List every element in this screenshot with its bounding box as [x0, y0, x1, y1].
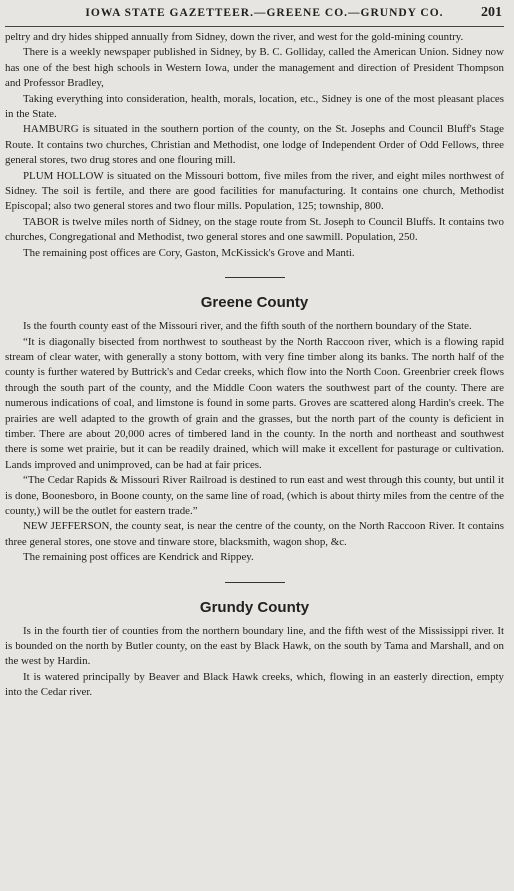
running-header	[5, 4, 504, 22]
sidney-paragraph-3: Taking everything into consideration, health, morals, location, etc., Sidney is one of the most pleasant places in the State.	[5, 92, 504, 121]
header-rule	[5, 26, 504, 27]
new-jefferson-paragraph: NEW JEFFERSON, the county seat, is near the centre of the county, on the North Raccoon River. It contains three general stores, one stove and tinware store, blacksmith, wagon shop, &c.	[5, 520, 504, 548]
sidney-section	[5, 30, 504, 261]
running-title: IOWA STATE GAZETTEER.—GREENE CO.—GRUNDY CO.	[85, 7, 444, 19]
sidney-paragraph-1: peltry and dry hides shipped annually from Sidney, down the river, and west for the gold-mining country.	[5, 31, 464, 43]
page-number: 201	[481, 5, 502, 20]
greene-paragraph-2: “It is diagonally bisected from northwest to southeast by the North Raccoon river, which is a flowing rapid stream of clear water, with generally a stony bottom, with very fine timber along its banks. The north half of the county is further watered by Buttrick's and Cedar creeks, which flow into the North Coon. Greenbrier creek flows through the south part of the county, and the Middle Coon waters the southwest part of the county. There are numerous indications of coal, and limstone is found in some parts. Groves are scattered along Hardin's creek. The prairies are well adapted to the growth of grain and the grasses, but the north part of the county is deficient in timber. There are about 20,000 acres of timbered land in the county. In the north and northeast and southwest there is some wet prairie, but it can be readily drained, which will make it excellent for pasturage or cultivation. Lands improved and unimproved, can be had at fair prices.	[5, 335, 504, 471]
tabor-paragraph: TABOR is twelve miles north of Sidney, on the stage route from St. Joseph to Council Bluffs. It contains two churches, Congregational and Methodist, two general stores and one sawmill. Population, 250.	[5, 215, 504, 244]
plum-hollow-paragraph: PLUM HOLLOW is situated on the Missouri bottom, five miles from the river, and eight miles northwest of Sidney. The soil is fertile, and there are good facilities for manufacturing. It contains one church, Methodist Episcopal; also two general stores and two flour mills. Population, 125; township, 800.	[5, 169, 504, 213]
grundy-county-heading: Grundy County	[199, 598, 310, 616]
grundy-paragraph-2: It is watered principally by Beaver and Black Hawk creeks, which, flowing in an easterly direction, empty into the Cedar river.	[5, 670, 504, 699]
greene-paragraph-3: “The Cedar Rapids & Missouri River Railroad is destined to run east and west through this county, but until it is done, Boonesboro, in Boone county, on the same line of road, (which is about thirty miles from the centre of the county,) will be the outlet for eastern trade.”	[5, 474, 504, 517]
section-divider	[225, 582, 285, 583]
greene-county-heading: Greene County	[200, 294, 309, 312]
remaining-post-offices-paragraph: The remaining post offices are Cory, Gaston, McKissick's Grove and Manti.	[23, 246, 355, 259]
section-divider	[225, 277, 285, 278]
greene-remaining-post-offices: The remaining post offices are Kendrick and Rippey.	[23, 551, 254, 564]
hamburg-paragraph: HAMBURG is situated in the southern portion of the county, on the St. Josephs and Council Bluff's Stage Route. It contains two churches, Christian and Methodist, one lodge of Independent Order of Odd Fellows, three general stores, two drug stores and one flouring mill.	[5, 123, 504, 167]
greene-paragraph-1: Is the fourth county east of the Missouri river, and the fifth south of the northern boundary of the State.	[23, 320, 472, 333]
grundy-county-section	[5, 599, 504, 701]
grundy-paragraph-1: Is in the fourth tier of counties from the northern boundary line, and the fifth west of the Mississippi river. It is bounded on the north by Butler county, on the east by Black Hawk, on the south by Tama and Marshall, and on the west by Hardin.	[5, 624, 504, 668]
sidney-paragraph-2: There is a weekly newspaper published in Sidney, by B. C. Golliday, called the American Union. Sidney now has one of the best high schools in Western Iowa, under the management and direction of President Thompson and Professor Bradley,	[5, 46, 504, 90]
greene-county-section	[5, 294, 504, 566]
